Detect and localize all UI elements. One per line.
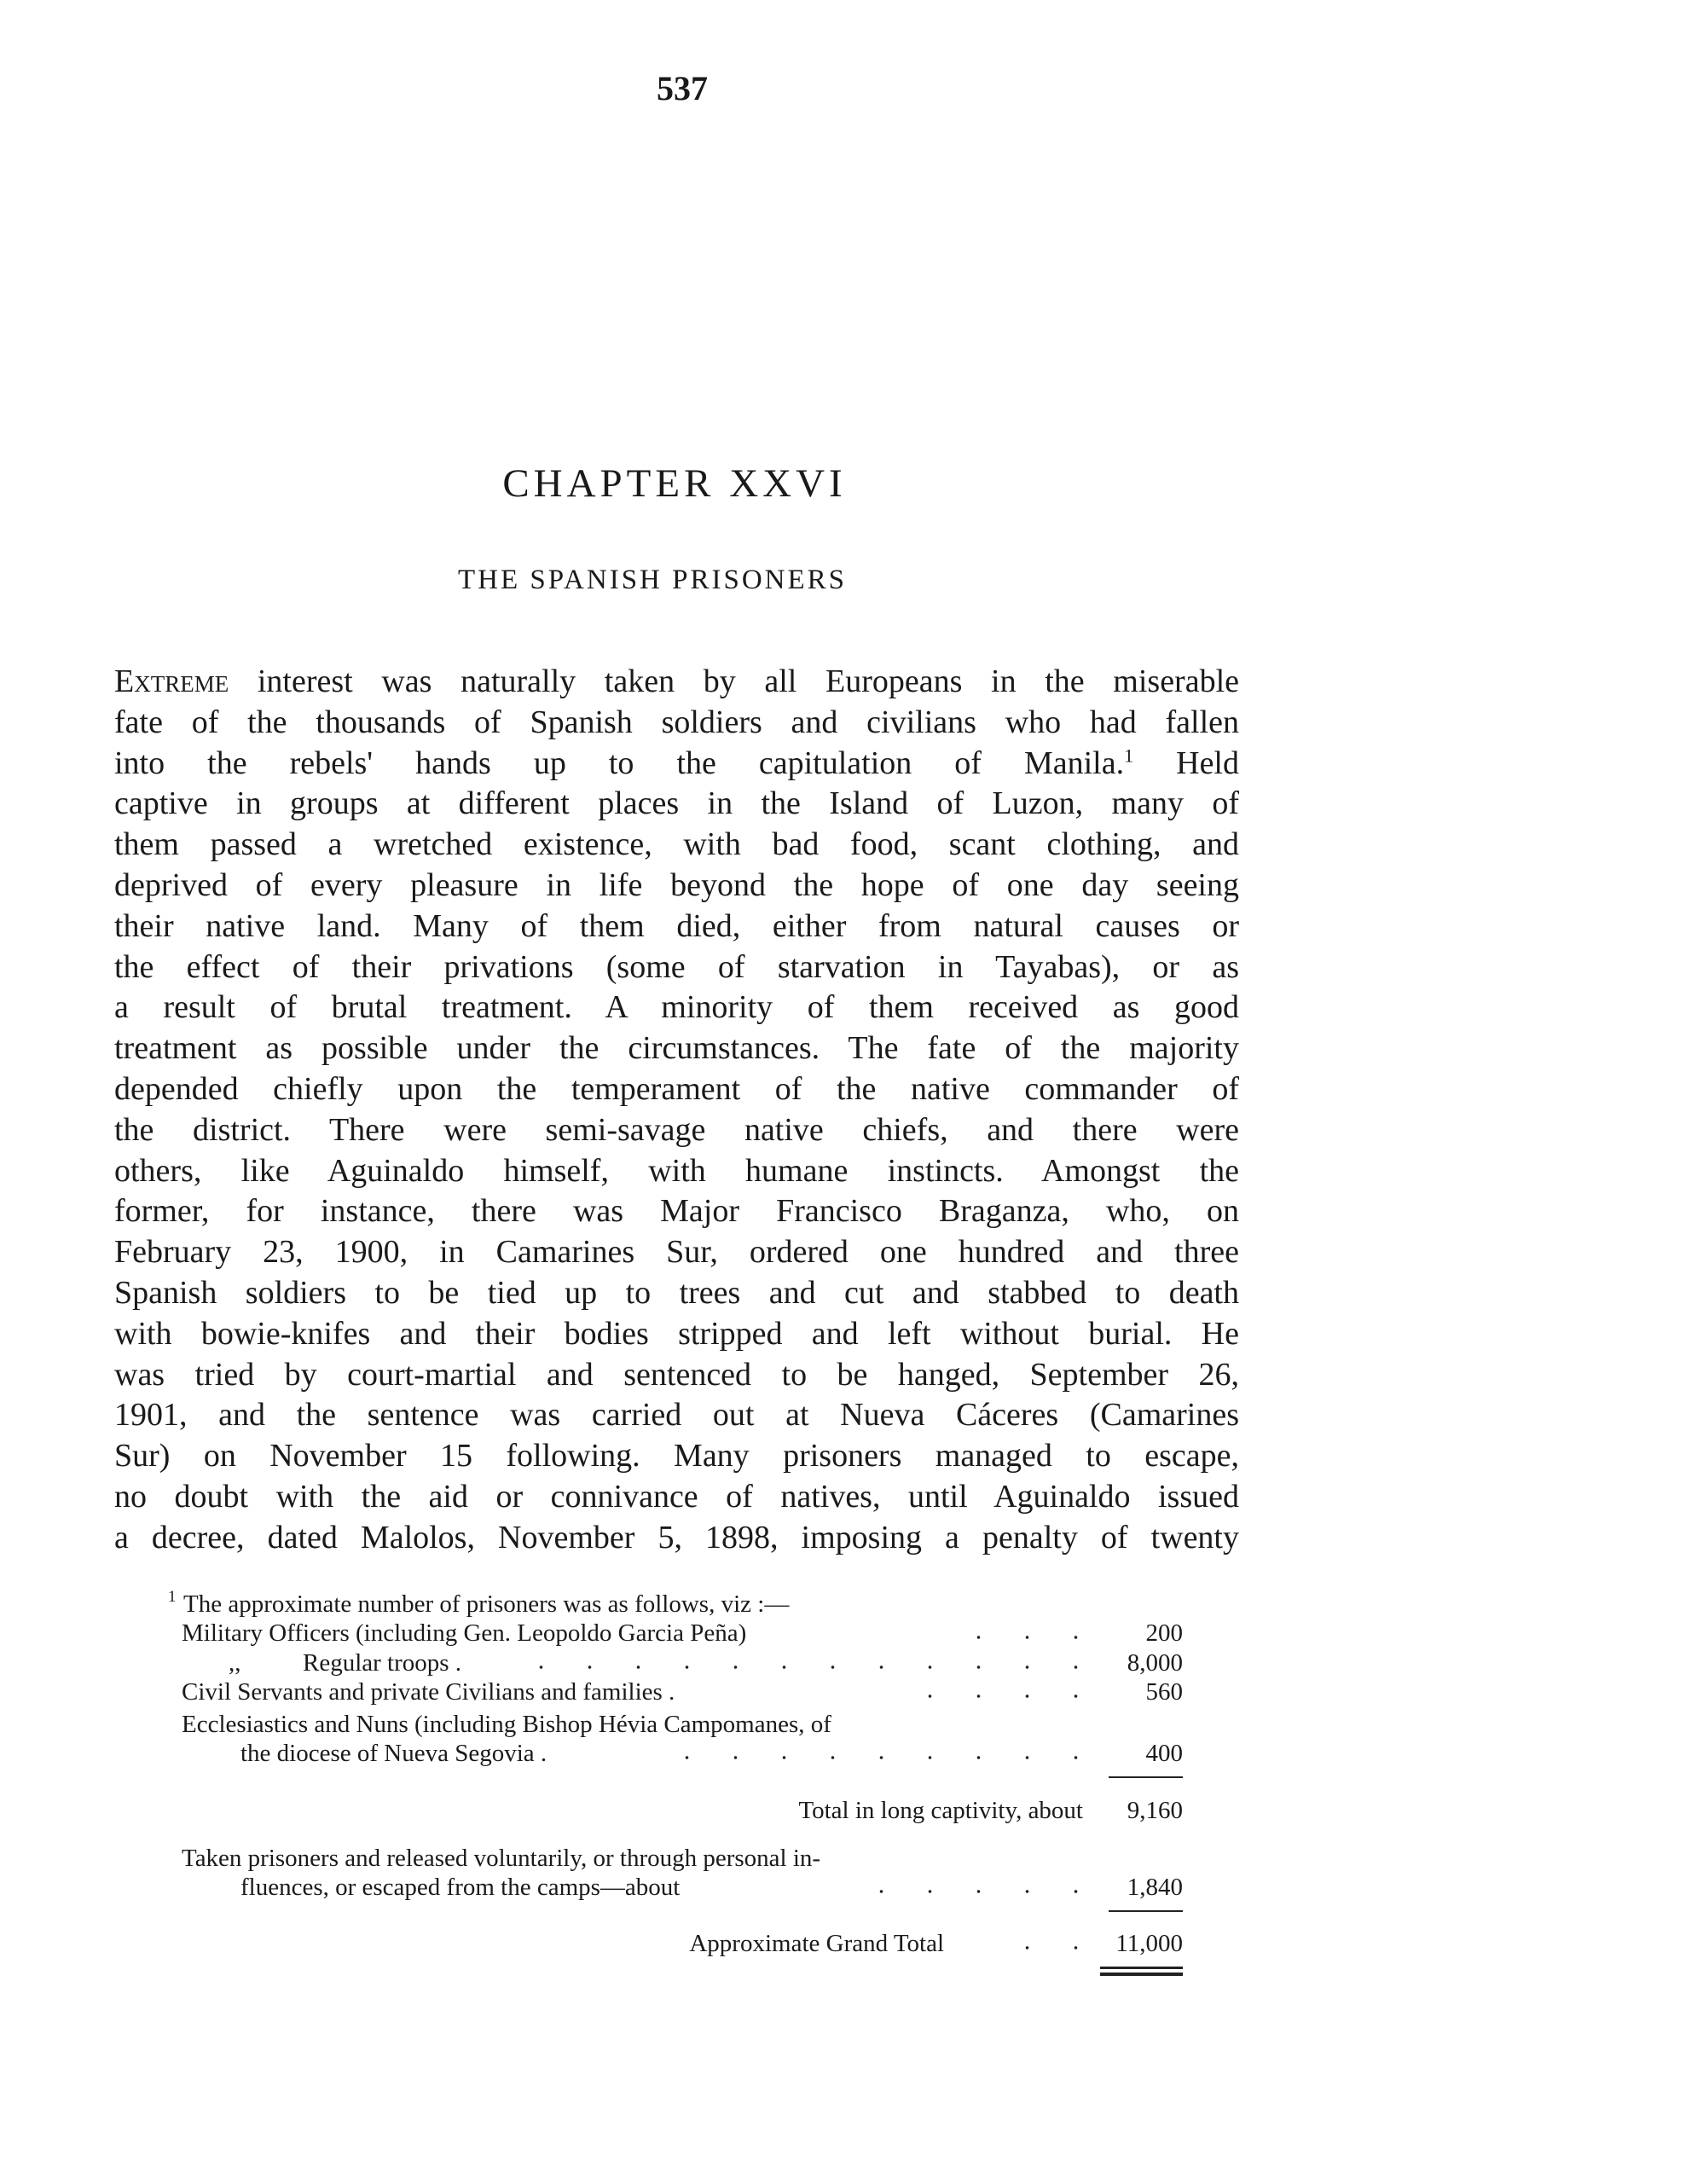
body-line (114, 907, 1239, 947)
body-line (114, 1395, 1239, 1436)
footnote-grand-total-row (0, 1929, 1703, 1958)
line-text: Held (1133, 744, 1239, 781)
row-label: Military Officers (including Gen. Leopoldo Garcia Peña) (182, 1619, 747, 1647)
sum-rule (1109, 1776, 1183, 1778)
body-line (114, 784, 1239, 825)
line-text: fate of the thousands of Spanish soldiers and civilians who had fallen (114, 704, 1239, 740)
dot-leader (964, 1636, 1100, 1639)
line-text: was tried by court-martial and sentenced to be hanged, September 26, (114, 1356, 1239, 1393)
row-label: Regular troops . (303, 1649, 462, 1677)
line-text: deprived of every pleasure in life beyond the hope of one day seeing (114, 866, 1239, 903)
row-value: 8,000 (1127, 1649, 1183, 1677)
line-text: 1901, and the sentence was carried out at Nueva Cáceres (Camarines (114, 1397, 1239, 1434)
page-number: 537 (657, 69, 708, 107)
double-rule-top (1100, 1967, 1183, 1969)
double-rule-bottom (1100, 1973, 1183, 1976)
row-value: 1,840 (1127, 1874, 1183, 1901)
body-line (114, 1110, 1239, 1151)
line-text: a result of brutal treatment. A minority of them received as good (114, 989, 1239, 1026)
grand-total-label: Approximate Grand Total (689, 1930, 944, 1957)
line-text: captive in groups at different places in the Island of Luzon, many of (114, 785, 1239, 822)
row-value: 200 (1145, 1619, 1183, 1647)
body-line (114, 825, 1239, 866)
footnote-row (0, 1710, 1703, 1739)
line-text: Spanish soldiers to be tied up to trees and cut and stabbed to death (114, 1274, 1239, 1311)
line-text: the effect of their privations (some of starvation in Tayabas), or as (114, 948, 1239, 985)
line-text: the district. There were semi-savage native chiefs, and there were (114, 1111, 1239, 1148)
chapter-title: THE SPANISH PRISONERS (457, 565, 848, 595)
footnote-row (0, 1648, 1703, 1677)
body-line (114, 1151, 1239, 1192)
grand-total-value: 11,000 (1115, 1930, 1183, 1957)
body-line (114, 744, 1239, 785)
footnote-row (0, 1677, 1703, 1706)
dot-leader (989, 1946, 1100, 1949)
line-text: with bowie-knifes and their bodies stripped and left without burial. He (114, 1315, 1239, 1352)
footnote-reference[interactable]: 1 (1124, 744, 1134, 766)
line-text: into the rebels' hands up to the capitulation of Manila. (114, 744, 1125, 781)
line-text: depended chiefly upon the temperament of the native commander of (114, 1070, 1239, 1107)
footnote-marker: 1 (168, 1588, 177, 1606)
body-text (114, 662, 1239, 1559)
footnote-row (0, 1844, 1703, 1873)
body-line (114, 1314, 1239, 1355)
line-text: others, like Aguinaldo himself, with humane instincts. Amongst the (114, 1152, 1239, 1189)
footnote-row (0, 1739, 1703, 1768)
line-text: treatment as possible under the circumstances. The fate of the majority (114, 1030, 1239, 1067)
dot-leader (674, 1756, 1100, 1759)
body-line (114, 1069, 1239, 1110)
row-label: fluences, or escaped from the camps—about (240, 1874, 681, 1901)
body-line (114, 1355, 1239, 1396)
dot-leader (853, 1890, 1100, 1893)
footnote-row (0, 1619, 1703, 1648)
body-line (114, 662, 1239, 703)
row-value: 400 (1145, 1740, 1183, 1767)
body-line (114, 866, 1239, 907)
line-text: them passed a wretched existence, with bad food, scant clothing, and (114, 826, 1239, 863)
total-value: 9,160 (1127, 1797, 1183, 1824)
row-label: Ecclesiastics and Nuns (including Bishop Hévia Campomanes, of (182, 1711, 831, 1738)
footnote-intro: The approximate number of prisoners was as follows, viz :— (183, 1590, 790, 1618)
footnote-row (0, 1873, 1703, 1902)
row-label: Civil Servants and private Civilians and families . (182, 1678, 675, 1706)
dot-leader (512, 1666, 1100, 1669)
dot-leader (904, 1694, 1100, 1698)
body-line (114, 703, 1239, 744)
body-line (114, 1477, 1239, 1518)
line-text: their native land. Many of them died, either from natural causes or (114, 907, 1239, 944)
body-line (114, 1232, 1239, 1273)
small-caps-lead: Extreme (114, 663, 229, 699)
body-line (114, 1191, 1239, 1232)
body-line (114, 1028, 1239, 1069)
line-text: no doubt with the aid or connivance of natives, until Aguinaldo issued (114, 1478, 1239, 1515)
body-line (114, 988, 1239, 1028)
body-line (114, 1273, 1239, 1314)
row-label: the diocese of Nueva Segovia . (240, 1740, 547, 1767)
footnote-total-row (0, 1796, 1703, 1825)
total-label: Total in long captivity, about (798, 1797, 1083, 1824)
sum-rule (1109, 1910, 1183, 1912)
line-text: February 23, 1900, in Camarines Sur, ordered one hundred and three (114, 1234, 1239, 1271)
line-text: a decree, dated Malolos, November 5, 1898, imposing a penalty of twenty (114, 1519, 1239, 1555)
body-line (114, 947, 1239, 988)
row-label: Taken prisoners and released voluntarily, or through personal in- (182, 1845, 821, 1872)
chapter-heading: CHAPTER XXVI (502, 461, 847, 506)
line-text: former, for instance, there was Major Francisco Braganza, who, on (114, 1193, 1239, 1230)
line-text: interest was naturally taken by all Europeans in the miserable (229, 663, 1239, 699)
body-line (114, 1436, 1239, 1477)
body-line (114, 1518, 1239, 1559)
row-value: 560 (1145, 1678, 1183, 1706)
ditto-mark: ,, (229, 1649, 241, 1677)
line-text: Sur) on November 15 following. Many prisoners managed to escape, (114, 1438, 1239, 1474)
